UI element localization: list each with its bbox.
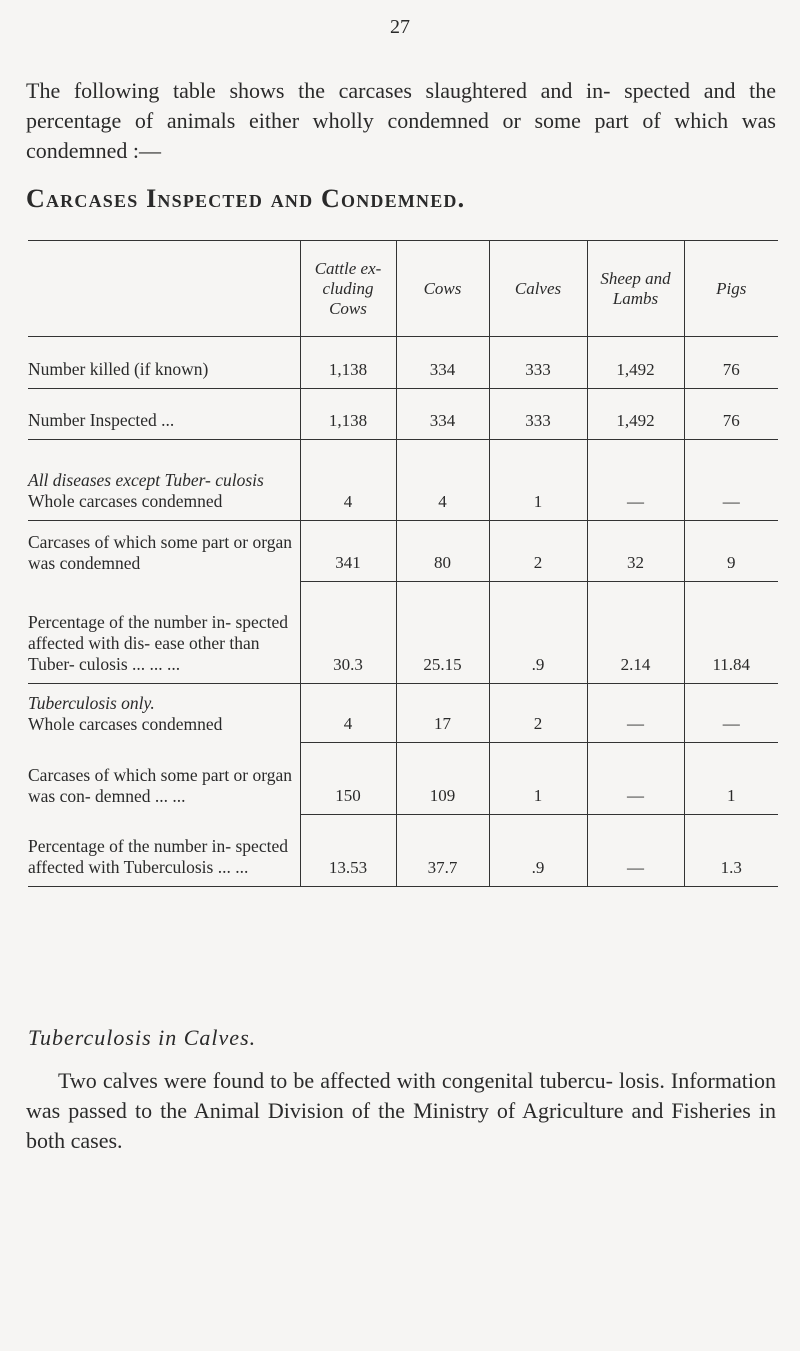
- cell: 76: [684, 337, 778, 389]
- row-label: Number Inspected ...: [28, 389, 300, 440]
- header-sheep: Sheep and Lambs: [587, 241, 684, 337]
- header-blank: [28, 241, 300, 337]
- row-label-italic: All diseases except Tuber- culosis: [28, 470, 264, 490]
- cell: —: [587, 743, 684, 815]
- cell: 32: [587, 521, 684, 582]
- cell: 1,138: [300, 389, 396, 440]
- cell: 334: [396, 389, 489, 440]
- row-label-text: Whole carcases condemned: [28, 491, 223, 511]
- table-row: [28, 684, 778, 743]
- carcases-table: [28, 240, 778, 887]
- cell: 1: [684, 743, 778, 815]
- cell: 333: [489, 389, 587, 440]
- row-label: Carcases of which some part or organ was condemned: [28, 531, 293, 573]
- cell: 2: [489, 684, 587, 743]
- row-label-text: Whole carcases condemned: [28, 713, 223, 734]
- cell: 30.3: [300, 582, 396, 684]
- cell: 1,492: [587, 337, 684, 389]
- body-paragraph: Two calves were found to be affected with congenital tubercu- losis. Information was passed to the Animal Division of the Ministry of Agriculture and Fisheries in both cases.: [26, 1068, 776, 1153]
- cell: 17: [396, 684, 489, 743]
- table-row: [28, 743, 778, 815]
- cell: 13.53: [300, 815, 396, 887]
- intro-paragraph: The following table shows the carcases slaughtered and in- spected and the percentage of animals either wholly condemned or some part of which was condemned :—: [26, 78, 776, 163]
- cell: 1: [489, 440, 587, 521]
- cell: 334: [396, 337, 489, 389]
- cell: 341: [300, 521, 396, 582]
- cell: 2: [489, 521, 587, 582]
- cell: .9: [489, 815, 587, 887]
- cell: 109: [396, 743, 489, 815]
- header-pigs: Pigs: [684, 241, 778, 337]
- cell: 1,492: [587, 389, 684, 440]
- row-label: Carcases of which some part or organ was con- demned ... ...: [28, 764, 293, 806]
- cell: 333: [489, 337, 587, 389]
- row-label: Number killed (if known): [28, 337, 300, 389]
- cell: 1,138: [300, 337, 396, 389]
- row-label: [28, 440, 300, 521]
- cell: 150: [300, 743, 396, 815]
- cell: 80: [396, 521, 489, 582]
- cell: 9: [684, 521, 778, 582]
- cell: —: [684, 440, 778, 521]
- row-label-italic: Tuberculosis only.: [28, 692, 155, 713]
- table-title: Carcases Inspected and Condemned.: [26, 184, 466, 213]
- table-header-row: [28, 241, 778, 337]
- table-row: [28, 337, 778, 389]
- cell: 1.3: [684, 815, 778, 887]
- page-number: 27: [390, 16, 410, 38]
- cell: 11.84: [684, 582, 778, 684]
- row-label: Percentage of the number in- spected affected with Tuberculosis ... ...: [28, 815, 300, 887]
- header-cows: Cows: [396, 241, 489, 337]
- section-heading: Tuberculosis in Calves.: [28, 1025, 257, 1050]
- table-row: [28, 582, 778, 684]
- cell: —: [587, 815, 684, 887]
- header-cattle: Cattle ex- cluding Cows: [300, 241, 396, 337]
- cell: 1: [489, 743, 587, 815]
- cell: 25.15: [396, 582, 489, 684]
- row-label: [28, 684, 300, 743]
- table-row: [28, 389, 778, 440]
- header-calves: Calves: [489, 241, 587, 337]
- cell: 76: [684, 389, 778, 440]
- cell: —: [587, 440, 684, 521]
- table-row: [28, 815, 778, 887]
- cell: 4: [300, 684, 396, 743]
- cell: 4: [396, 440, 489, 521]
- cell: —: [587, 684, 684, 743]
- cell: —: [684, 684, 778, 743]
- cell: .9: [489, 582, 587, 684]
- table-row: [28, 521, 778, 582]
- row-label: Percentage of the number in- spected affected with dis- ease other than Tuber- culosis ... ... ...: [28, 582, 300, 684]
- table-row: [28, 440, 778, 521]
- cell: 2.14: [587, 582, 684, 684]
- cell: 37.7: [396, 815, 489, 887]
- cell: 4: [300, 440, 396, 521]
